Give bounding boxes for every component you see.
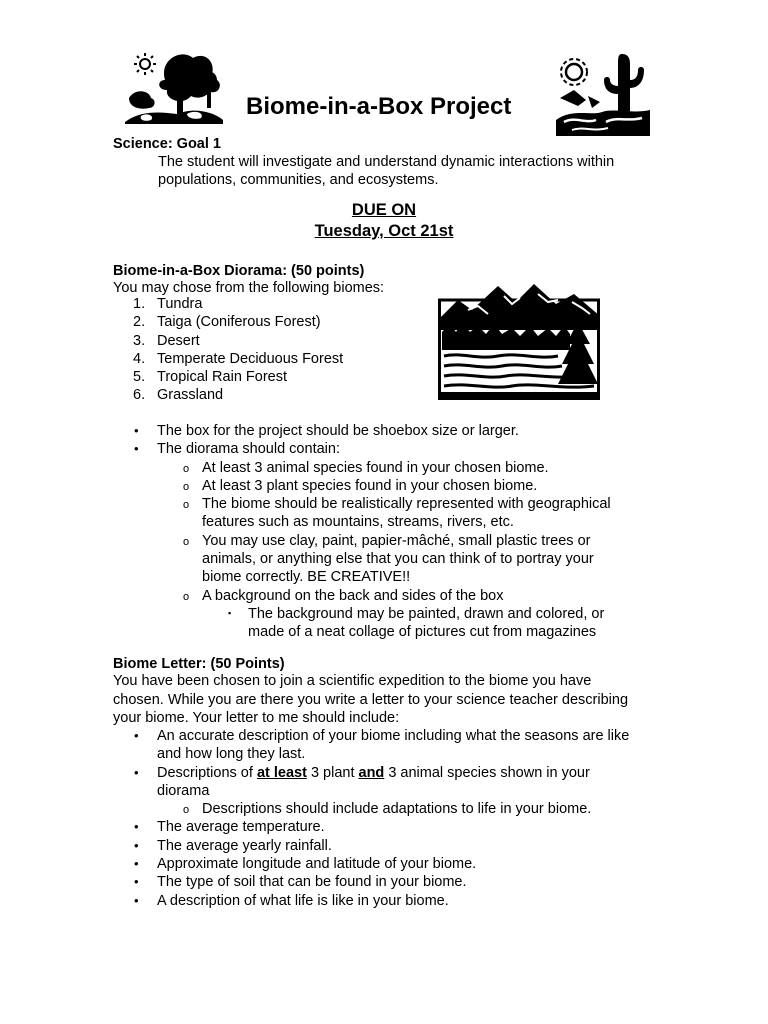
list-item: • The type of soil that can be found in your biome. [134,874,467,891]
goal-line-2: populations, communities, and ecosystems. [158,172,439,188]
list-item: o At least 3 animal species found in your chosen biome. [183,459,549,476]
list-item: o At least 3 plant species found in your chosen biome. [183,477,538,494]
due-label: DUE ON [351,201,417,219]
list-item: • A description of what life is like in your biome. [134,892,449,909]
list-item: • Approximate longitude and latitude of your biome. [134,856,477,873]
list-item: • The average temperature. [134,819,325,836]
list-item: • The box for the project should be shoebox size or larger. [134,423,519,439]
biome-list-item: 4. Temperate Deciduous Forest [133,350,344,367]
biome-list [113,295,443,405]
mountain-lake-clipart-icon [438,280,600,400]
list-item: o Descriptions should include adaptations to life in your biome. [183,801,592,818]
biome-list-item: 2. Taiga (Coniferous Forest) [133,314,321,331]
list-item: o You may use clay, paint, papier-mâché, small plastic trees or animals, or anything else that you can think of to portray your biome correctly. BE CREATIVE!! [183,532,594,586]
biome-list-item: 6. Grassland [133,387,224,404]
goal-label: Science: Goal 1 [113,136,221,152]
list-item: o The biome should be realistically represented with geographical features such as mountains, streams, rivers, etc. [183,496,611,531]
due-date: Tuesday, Oct 21st [314,222,454,240]
biome-list-item: 3. Desert [133,332,200,349]
list-item: • An accurate description of your biome including what the seasons are like and how long they last. [134,728,630,763]
jungle-clipart-icon [121,50,225,126]
goal-line-1: The student will investigate and understand dynamic interactions within [158,154,615,170]
list-item: ▪ The background may be painted, drawn and colored, or made of a neat collage of pictures cut from magazines [228,605,605,641]
diorama-heading: Biome-in-a-Box Diorama: (50 points) [113,263,365,279]
letter-intro: You have been chosen to join a scientific expedition to the biome you have chosen. While you are there you write a letter to your science teacher describing your biome. Your letter to me should include: [113,673,629,727]
desert-clipart-icon [552,50,654,140]
letter-requirements [113,727,673,910]
list-item: • The average yearly rainfall. [134,837,332,854]
list-item: • Descriptions of at least 3 plant and 3 animal species shown in your diorama [134,764,590,799]
diorama-requirements [113,422,673,642]
list-item: o A background on the back and sides of the box [183,587,504,604]
diorama-intro: You may chose from the following biomes: [113,280,385,296]
page-title: Biome-in-a-Box Project [246,93,512,120]
biome-list-item: 1. Tundra [133,296,203,312]
letter-heading: Biome Letter: (50 Points) [113,656,285,672]
list-item: • The diorama should contain: [134,441,340,458]
biome-list-item: 5. Tropical Rain Forest [133,369,288,386]
